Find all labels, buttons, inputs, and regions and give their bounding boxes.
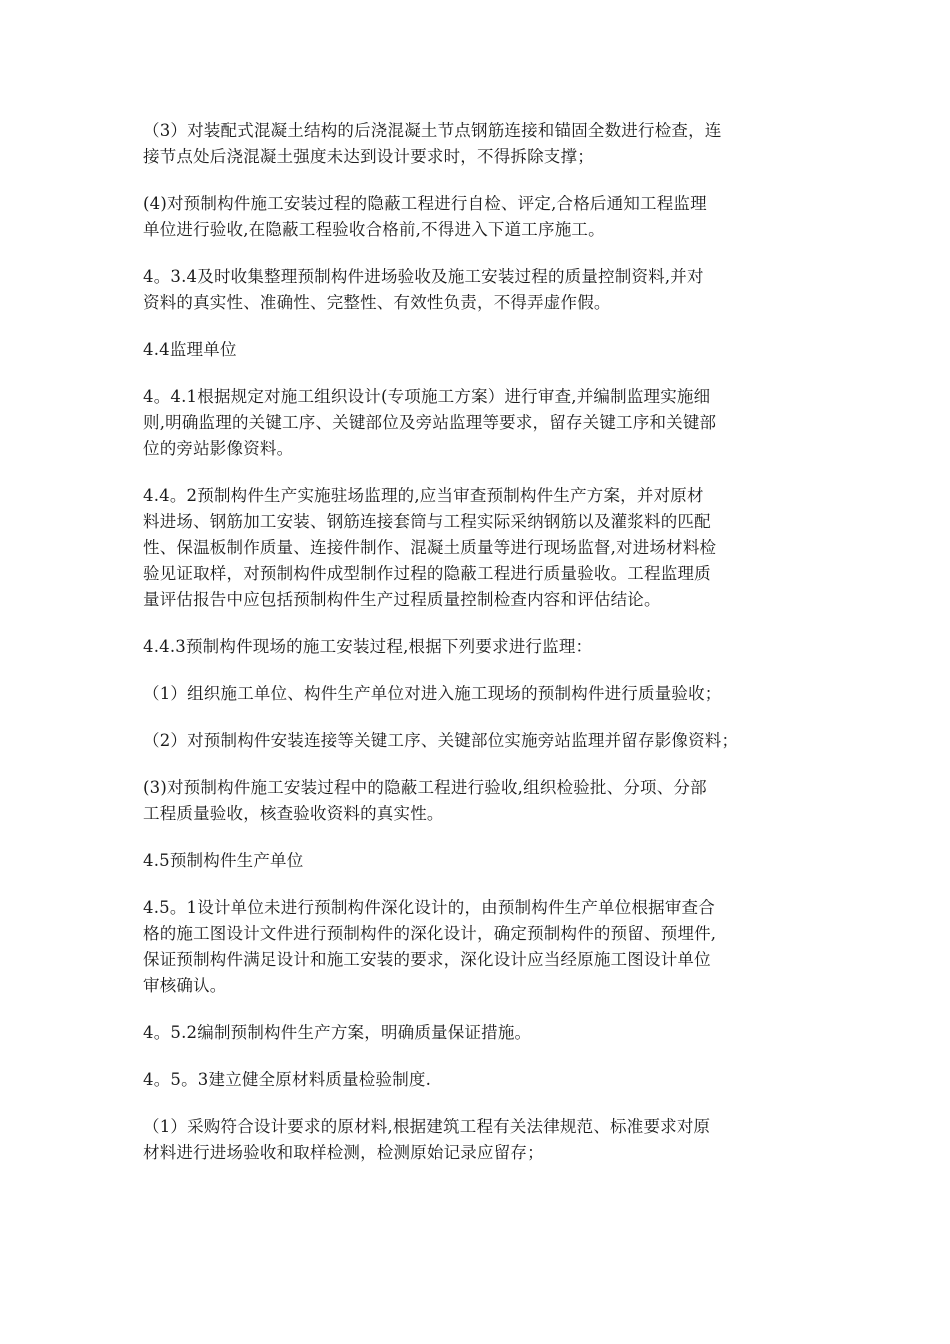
text-line: 4.4。2预制构件生产实施驻场监理的,应当审查预制构件生产方案，并对原材 [143, 486, 704, 505]
text-line: 工程质量验收，核查验收资料的真实性。 [143, 804, 444, 823]
text-line: 性、保温板制作质量、连接件制作、混凝土质量等进行现场监督,对进场材料检 [143, 538, 717, 557]
text-line: 4。5.2编制预制构件生产方案，明确质量保证措施。 [143, 1023, 532, 1042]
paragraph-4-4-3-item-1 [143, 681, 813, 707]
text-line: 料进场、钢筋加工安装、钢筋连接套筒与工程实际采纳钢筋以及灌浆料的匹配 [143, 512, 711, 531]
text-line: 位的旁站影像资料。 [143, 439, 294, 458]
text-line: 量评估报告中应包括预制构件生产过程质量控制检查内容和评估结论。 [143, 590, 661, 609]
text-line: 格的施工图设计文件进行预制构件的深化设计，确定预制构件的预留、预埋件, [143, 924, 717, 943]
section-heading-4-5 [143, 848, 813, 874]
text-line: （3）对装配式混凝土结构的后浇混凝土节点钢筋连接和锚固全数进行检查，连 [143, 121, 722, 140]
paragraph-4-3-4 [143, 264, 813, 316]
text-line: 4.5预制构件生产单位 [143, 851, 304, 870]
text-line: 单位进行验收,在隐蔽工程验收合格前,不得进入下道工序施工。 [143, 220, 605, 239]
text-line: 4.4监理单位 [143, 340, 237, 359]
paragraph-4-3-3-item-3 [143, 118, 813, 170]
paragraph-4-5-2 [143, 1020, 813, 1046]
text-line: 4.4.3预制构件现场的施工安装过程,根据下列要求进行监理： [143, 637, 593, 656]
paragraph-4-5-3 [143, 1067, 813, 1093]
text-line: 4.5。1设计单位未进行预制构件深化设计的，由预制构件生产单位根据审查合 [143, 898, 715, 917]
paragraph-4-3-3-item-4 [143, 191, 813, 243]
paragraph-4-5-1 [143, 895, 813, 999]
paragraph-4-4-2 [143, 483, 813, 613]
text-line: (4)对预制构件施工安装过程的隐蔽工程进行自检、评定,合格后通知工程监理 [143, 194, 707, 213]
text-line: （2）对预制构件安装连接等关键工序、关键部位实施旁站监理并留存影像资料； [143, 731, 739, 750]
text-line: （1）采购符合设计要求的原材料,根据建筑工程有关法律规范、标准要求对原 [143, 1117, 711, 1136]
paragraph-4-4-3-item-2 [143, 728, 813, 754]
paragraph-4-5-3-item-1 [143, 1114, 813, 1166]
text-line: （1）组织施工单位、构件生产单位对进入施工现场的预制构件进行质量验收； [143, 684, 722, 703]
text-line: 4。5。3建立健全原材料质量检验制度. [143, 1070, 432, 1089]
text-line: 验见证取样，对预制构件成型制作过程的隐蔽工程进行质量验收。工程监理质 [143, 564, 711, 583]
text-line: 4。3.4及时收集整理预制构件进场验收及施工安装过程的质量控制资料,并对 [143, 267, 704, 286]
text-line: 4。4.1根据规定对施工组织设计(专项施工方案）进行审查,并编制监理实施细 [143, 387, 711, 406]
section-heading-4-4 [143, 337, 813, 363]
paragraph-4-4-3 [143, 634, 813, 660]
text-line: 审核确认。 [143, 976, 227, 995]
paragraph-4-4-3-item-3 [143, 775, 813, 827]
text-line: (3)对预制构件施工安装过程中的隐蔽工程进行验收,组织检验批、分项、分部 [143, 778, 707, 797]
text-line: 材料进行进场验收和取样检测，检测原始记录应留存； [143, 1143, 544, 1162]
document-body [143, 118, 813, 1187]
text-line: 接节点处后浇混凝土强度未达到设计要求时，不得拆除支撑； [143, 147, 594, 166]
text-line: 资料的真实性、准确性、完整性、有效性负责，不得弄虚作假。 [143, 293, 611, 312]
text-line: 则,明确监理的关键工序、关键部位及旁站监理等要求，留存关键工序和关键部 [143, 413, 717, 432]
text-line: 保证预制构件满足设计和施工安装的要求，深化设计应当经原施工图设计单位 [143, 950, 711, 969]
paragraph-4-4-1 [143, 384, 813, 462]
